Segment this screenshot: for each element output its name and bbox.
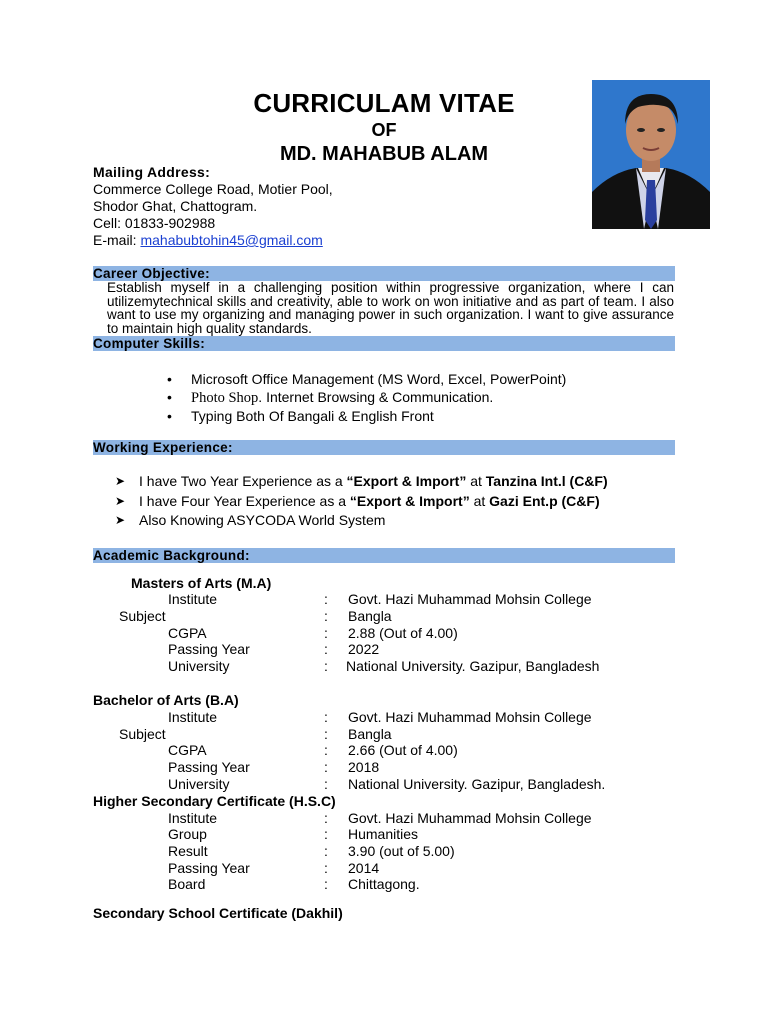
field-colon: : xyxy=(324,860,328,876)
degree-heading-hsc: Higher Secondary Certificate (H.S.C) xyxy=(93,793,336,809)
arrow-bullet-icon: ➤ xyxy=(115,493,126,508)
field-value: 2018 xyxy=(348,759,380,775)
field-colon: : xyxy=(324,810,328,826)
field-label: Board xyxy=(168,876,206,892)
experience-text: Also Knowing ASYCODA World System xyxy=(139,512,386,528)
field-colon: : xyxy=(324,641,328,657)
field-label: Passing Year xyxy=(168,860,250,876)
list-item xyxy=(115,492,608,512)
field-label: Institute xyxy=(168,591,218,607)
field-value: Bangla xyxy=(348,726,392,742)
field-value: Govt. Hazi Muhammad Mohsin College xyxy=(348,810,592,826)
field-label: Subject xyxy=(119,608,166,624)
skills-list xyxy=(167,370,566,425)
field-label: Subject xyxy=(119,726,166,742)
field-colon: : xyxy=(324,709,328,725)
field-value: National University. Gazipur, Bangladesh xyxy=(346,658,600,674)
field-label: Passing Year xyxy=(168,641,250,657)
field-value: Humanities xyxy=(348,826,419,842)
field-label: Institute xyxy=(168,810,218,826)
field-label: Result xyxy=(168,843,208,859)
document-title: CURRICULAM VITAE xyxy=(253,88,515,118)
experience-text: at xyxy=(469,492,490,509)
arrow-bullet-icon: ➤ xyxy=(115,474,126,488)
experience-text: at xyxy=(466,473,486,489)
field-value: 3.90 (out of 5.00) xyxy=(348,843,455,859)
experience-company: Tanzina Int.l (C&F) xyxy=(485,473,608,489)
field-label: Institute xyxy=(168,709,218,725)
arrow-bullet-icon: ➤ xyxy=(115,513,126,527)
field-value: 2.88 (Out of 4.00) xyxy=(348,625,458,641)
field-value: Bangla xyxy=(348,608,392,624)
profile-photo xyxy=(592,80,710,229)
title-of: OF xyxy=(371,120,397,140)
degree-heading-ssc: Secondary School Certificate (Dakhil) xyxy=(93,905,343,921)
section-computer-skills: Computer Skills: xyxy=(93,336,675,351)
field-value: 2022 xyxy=(348,641,380,657)
bullet-icon: • xyxy=(167,408,172,424)
mailing-address-label: Mailing Address: xyxy=(93,164,211,180)
list-item xyxy=(167,407,566,425)
experience-list xyxy=(115,472,608,531)
address-line-1: Commerce College Road, Motier Pool, xyxy=(93,181,333,197)
field-value: Govt. Hazi Muhammad Mohsin College xyxy=(348,709,592,725)
list-item xyxy=(115,511,608,531)
experience-text: I have Two Year Experience as a xyxy=(139,473,347,489)
field-colon: : xyxy=(324,742,328,758)
candidate-name: MD. MAHABUB ALAM xyxy=(279,143,489,165)
skill-text: Typing Both Of Bangali & English Front xyxy=(191,408,434,424)
section-career-objective: Career Objective: xyxy=(93,266,675,281)
list-item xyxy=(115,472,608,492)
field-value: Govt. Hazi Muhammad Mohsin College xyxy=(348,591,592,607)
email-row xyxy=(93,232,333,249)
email-link[interactable]: mahabubtohin45@gmail.com xyxy=(140,232,323,248)
field-value: 2.66 (Out of 4.00) xyxy=(348,742,458,758)
field-label: CGPA xyxy=(168,625,207,641)
portrait-illustration xyxy=(592,80,710,229)
section-working-experience: Working Experience: xyxy=(93,440,675,455)
field-colon: : xyxy=(324,658,328,674)
field-colon: : xyxy=(324,826,328,842)
field-colon: : xyxy=(324,726,328,742)
email-label: E-mail: xyxy=(93,232,141,248)
skill-text: Microsoft Office Management (MS Word, Excel, PowerPoint) xyxy=(191,371,567,387)
experience-company: Gazi Ent.p (C&F) xyxy=(489,492,600,509)
bullet-icon: • xyxy=(167,371,172,387)
field-label: Passing Year xyxy=(168,759,250,775)
degree-heading-ma: Masters of Arts (M.A) xyxy=(131,575,272,591)
field-value: 2014 xyxy=(348,860,380,876)
address-line-2: Shodor Ghat, Chattogram. xyxy=(93,198,258,214)
field-label: Group xyxy=(168,826,207,842)
field-value: Chittagong. xyxy=(348,876,420,892)
field-label: CGPA xyxy=(168,742,207,758)
field-colon: : xyxy=(324,608,328,624)
cell-number: Cell: 01833-902988 xyxy=(93,215,216,231)
degree-heading-ba: Bachelor of Arts (B.A) xyxy=(93,692,239,708)
field-label: University xyxy=(168,658,230,674)
experience-role: “Export & Import” xyxy=(346,473,467,489)
mailing-address xyxy=(93,164,333,249)
field-colon: : xyxy=(324,843,328,859)
section-academic-background: Academic Background: xyxy=(93,548,675,563)
field-colon: : xyxy=(324,776,328,792)
field-label: University xyxy=(168,776,230,792)
field-colon: : xyxy=(324,876,328,892)
field-colon: : xyxy=(324,591,328,607)
experience-role: “Export & Import” xyxy=(349,492,470,509)
experience-text: I have Four Year Experience as a xyxy=(139,492,350,509)
skill-text: Photo Shop xyxy=(191,390,259,406)
career-objective-text: Establish myself in a challenging position within progressive organization, where I can utilizemytechnical skills and creativity, able to work on won initiative and as part of team. I also want to use my organizing and managing power in such organization. I want to give assurance to maintain high quality standards. xyxy=(107,280,674,336)
field-colon: : xyxy=(324,625,328,641)
field-colon: : xyxy=(324,759,328,775)
skill-text: . Internet Browsing & Communication. xyxy=(258,389,494,405)
bullet-icon: • xyxy=(167,389,172,405)
list-item xyxy=(167,388,566,407)
field-value: National University. Gazipur, Bangladesh. xyxy=(348,776,606,792)
list-item xyxy=(167,370,566,388)
